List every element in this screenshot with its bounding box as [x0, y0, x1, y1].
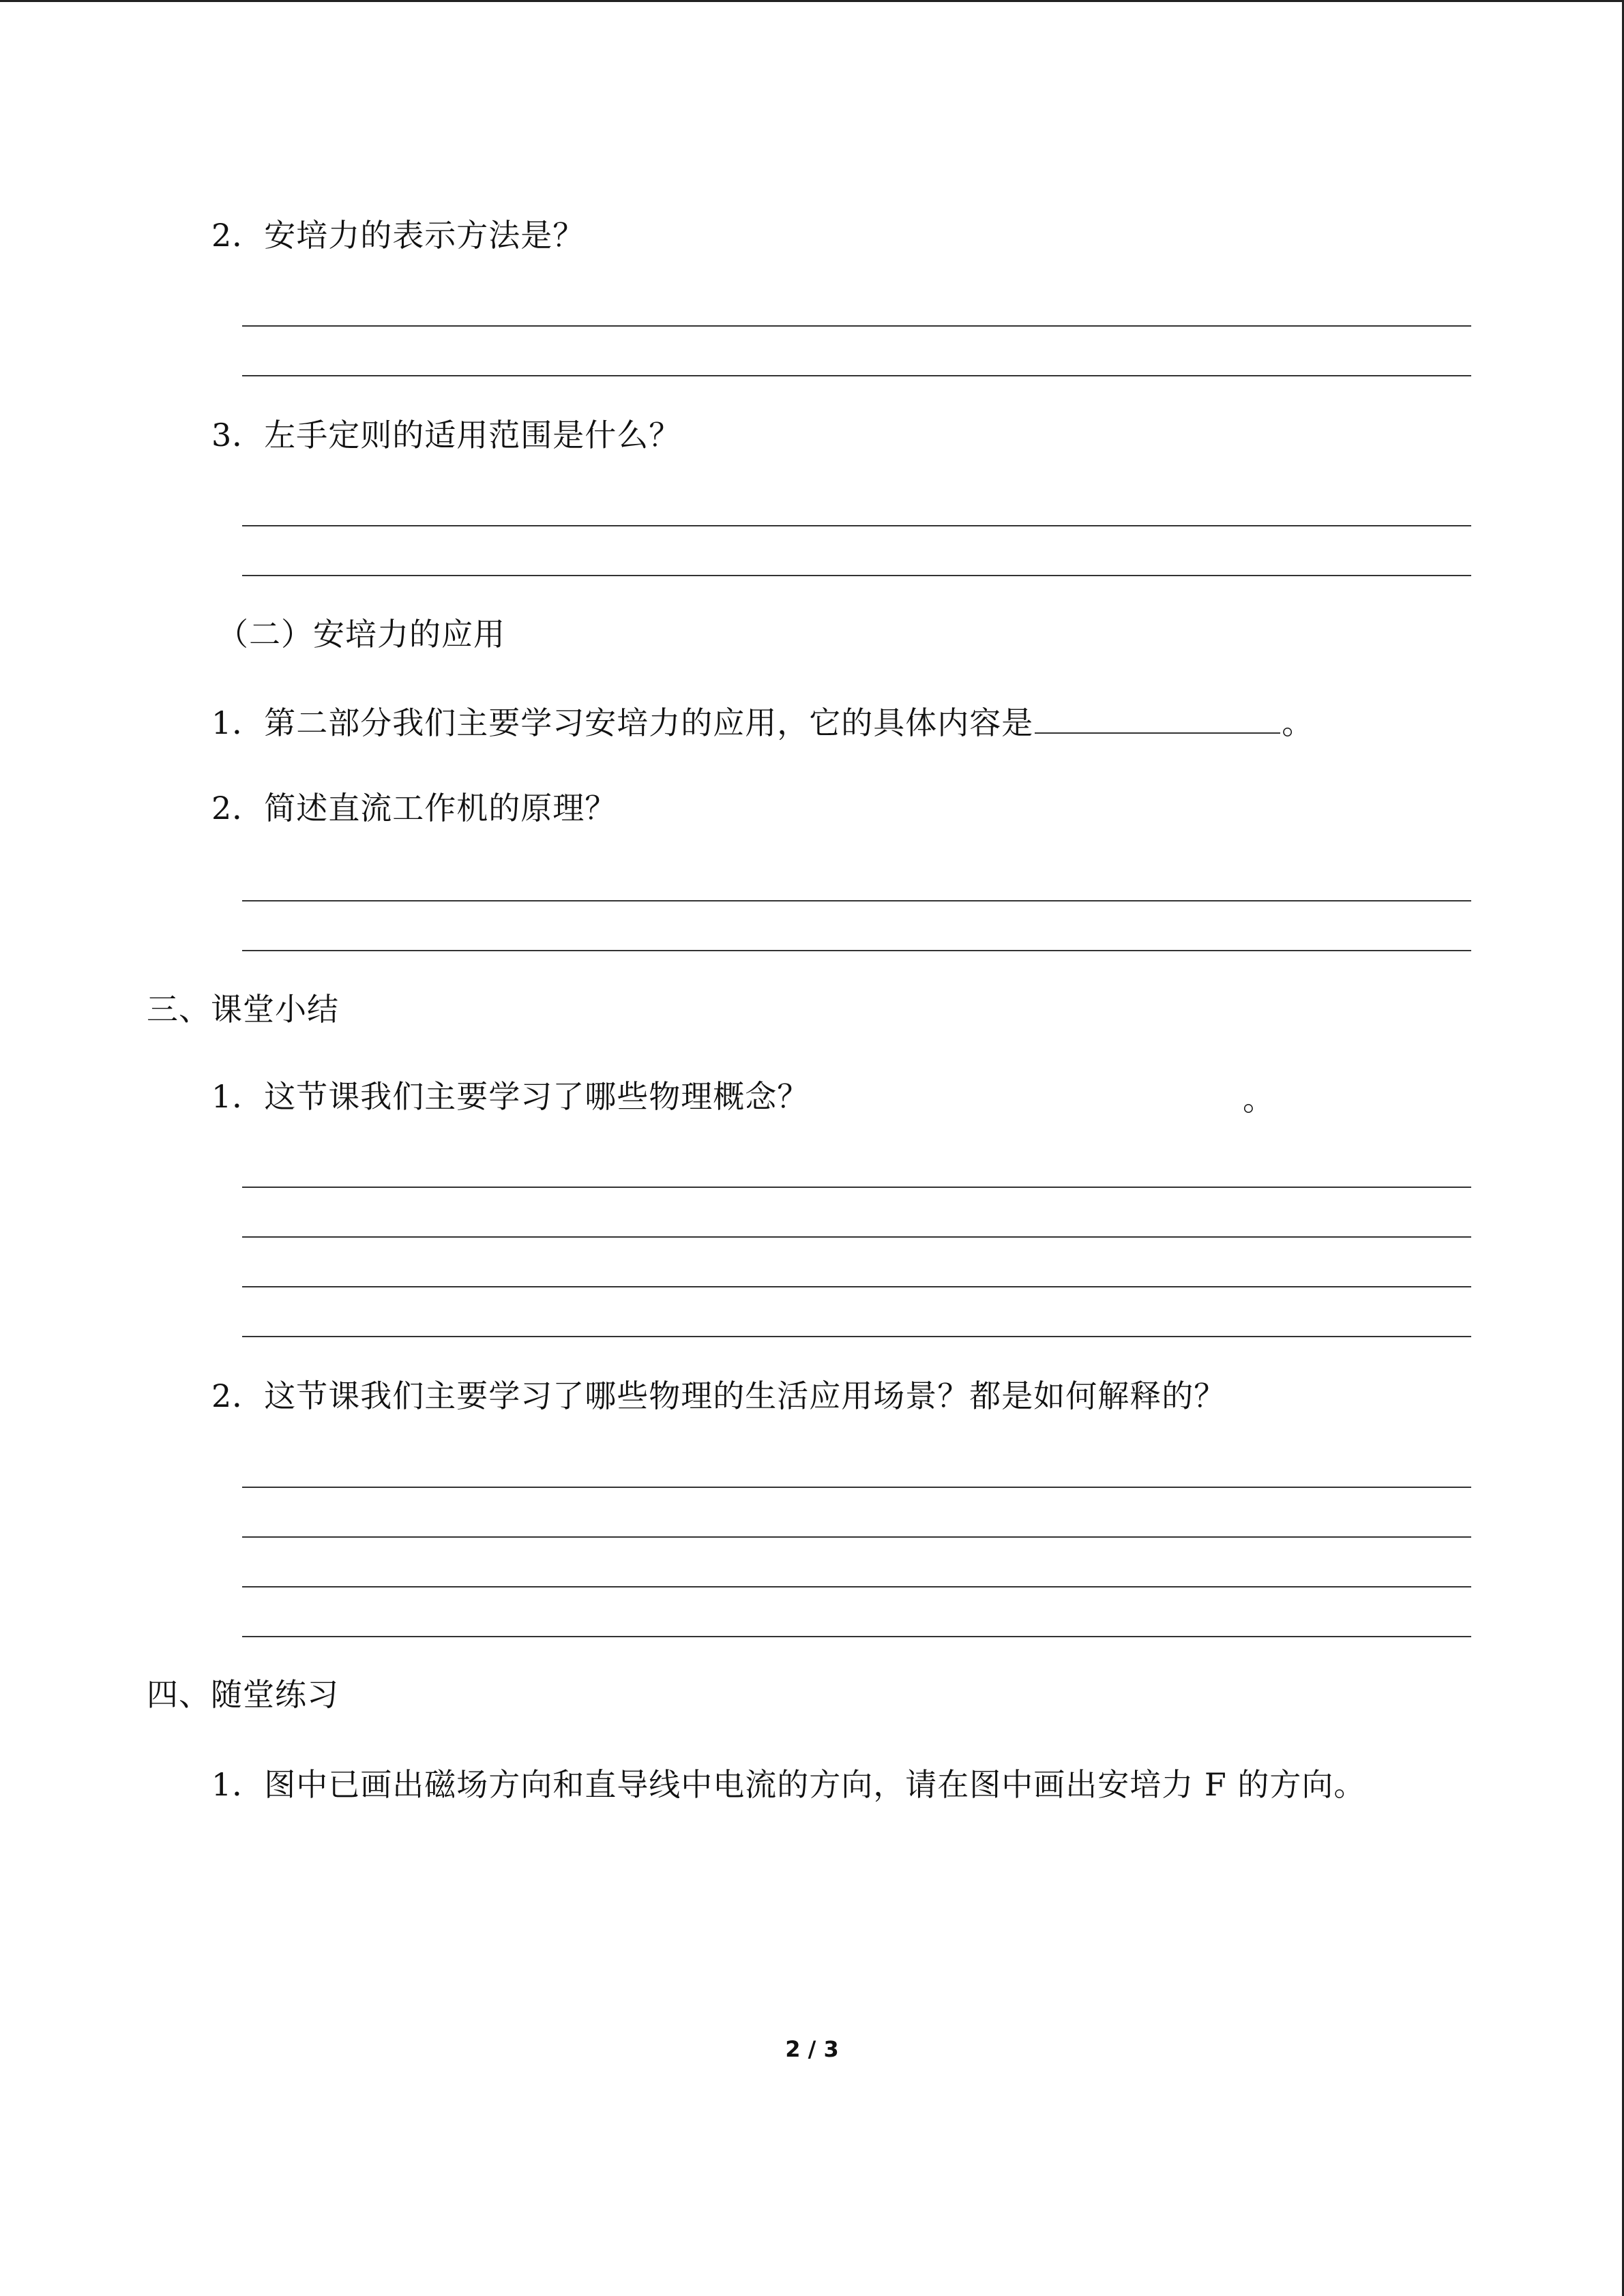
answer-line: [242, 1286, 1471, 1287]
question-life-applications: 2．这节课我们主要学习了哪些物理的生活应用场景？都是如何解释的？: [211, 1377, 1226, 1414]
question-text: 1．第二部分我们主要学习安培力的应用，它的具体内容是: [211, 704, 1034, 741]
question-physics-concepts: 1．这节课我们主要学习了哪些物理概念？: [211, 1078, 810, 1115]
answer-line: [242, 1236, 1471, 1238]
section-heading-practice: 四、随堂练习: [147, 1676, 339, 1713]
answer-line: [242, 375, 1471, 376]
answer-line: [242, 325, 1471, 327]
page-number: 2 / 3: [785, 2036, 839, 2062]
answer-line: [242, 1336, 1471, 1337]
question-application-content: [211, 702, 1314, 743]
answer-line: [242, 1187, 1471, 1188]
question-left-hand-rule-scope: 3．左手定则的适用范围是什么？: [211, 417, 681, 453]
answer-line: [242, 1536, 1471, 1538]
answer-line: [242, 950, 1471, 951]
stray-period-mark: 。: [1243, 1081, 1275, 1118]
answer-line: [242, 1586, 1471, 1587]
answer-line: [242, 1636, 1471, 1637]
answer-line: [242, 575, 1471, 576]
answer-line: [242, 525, 1471, 526]
question-ampere-force-representation: 2．安培力的表示方法是？: [211, 217, 585, 254]
question-draw-ampere-force: 1．图中已画出磁场方向和直导线中电流的方向，请在图中画出安培力 F 的方向。: [211, 1766, 1366, 1803]
question-dc-motor-principle: 2．简述直流工作机的原理？: [211, 790, 617, 826]
answer-line: [242, 900, 1471, 901]
answer-line: [242, 1487, 1471, 1488]
section-heading-summary: 三、课堂小结: [147, 991, 339, 1028]
question-end-mark: 。: [1282, 704, 1314, 741]
subsection-heading-application: （二）安培力的应用: [217, 616, 505, 653]
fill-in-blank: [1035, 702, 1280, 734]
